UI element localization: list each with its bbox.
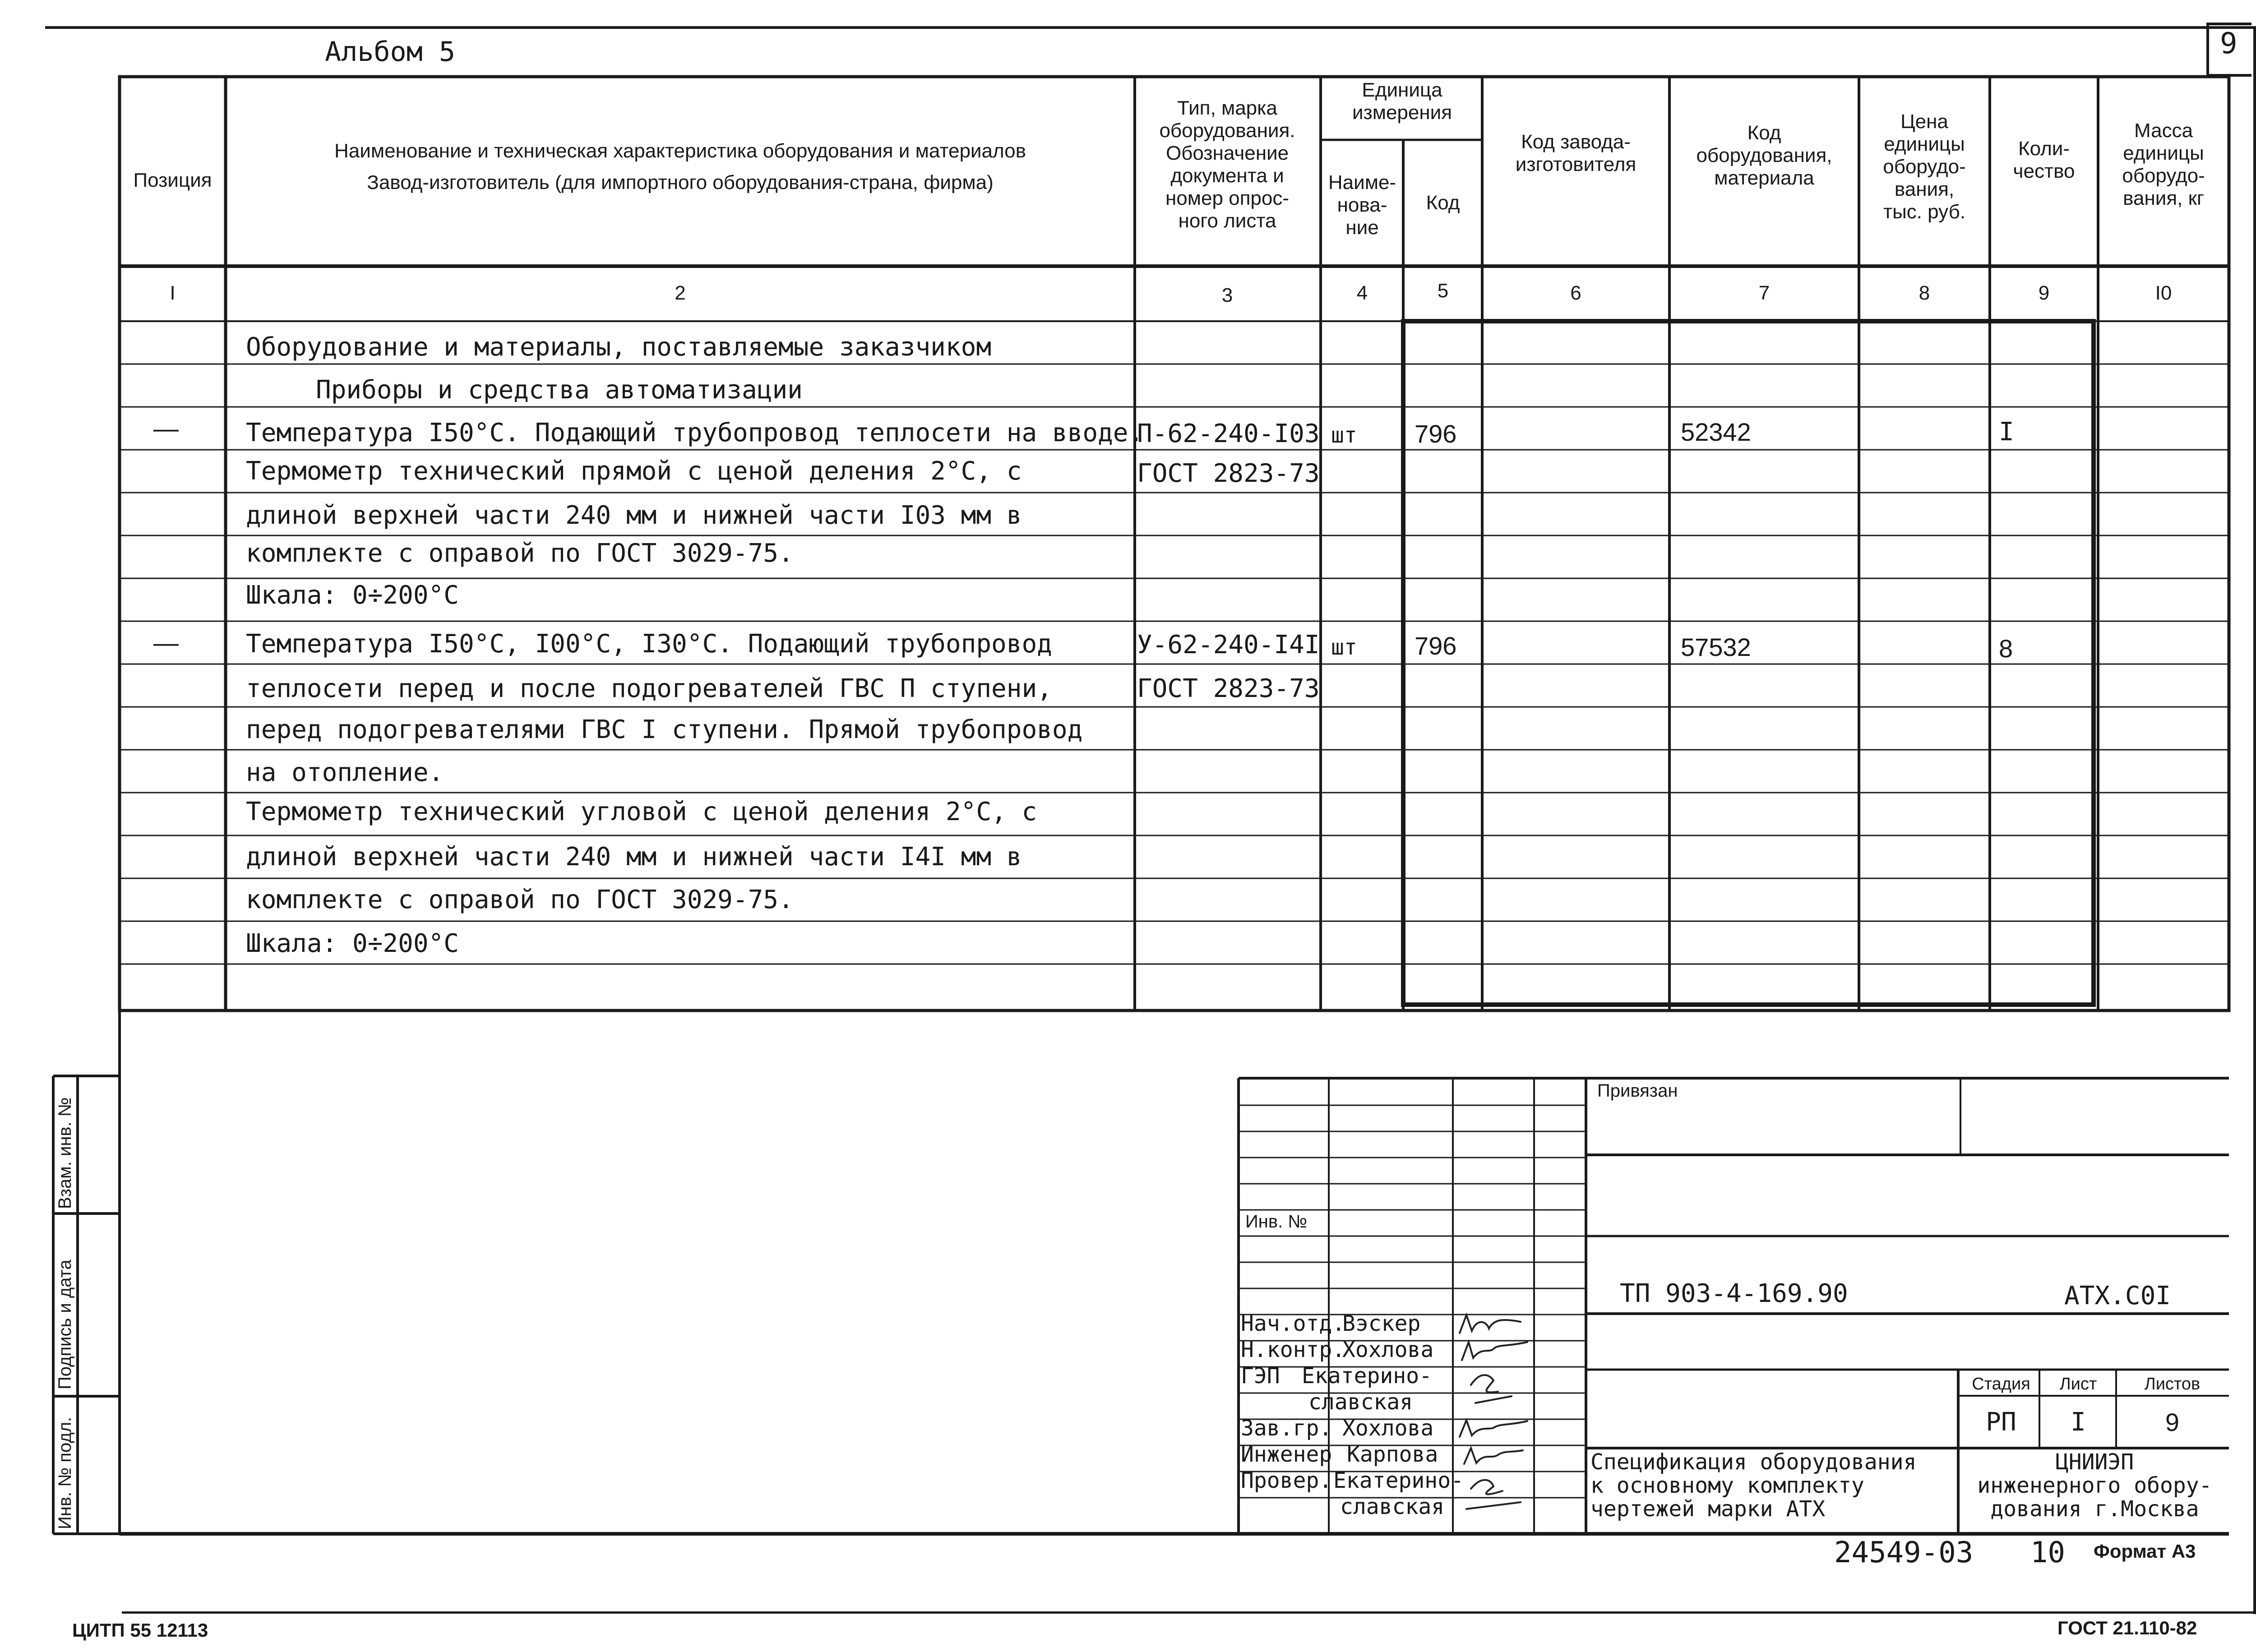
table-row-name: Шкала: 0÷200°C — [246, 581, 459, 610]
table-row-name: на отопление. — [246, 758, 444, 787]
bottom-page: 10 — [2030, 1536, 2066, 1569]
table-row-name: комплекте с оправой по ГОСТ 3029-75. — [246, 539, 794, 568]
table-row-code: 796 — [1415, 632, 1457, 660]
stage-value: РП — [1986, 1407, 2016, 1437]
signature-4 — [1460, 1420, 1527, 1437]
table-row-type: ГОСТ 2823-73 — [1137, 459, 1320, 488]
header-position: Позиция — [133, 169, 212, 191]
header-unit-name: Наиме- нова- ние — [1328, 171, 1396, 239]
table-row-type: ГОСТ 2823-73 — [1137, 674, 1320, 703]
table-row-name: Термометр технический прямой с ценой деления 2°C, с — [246, 457, 1022, 486]
role-zav-gr: Зав.гр. — [1241, 1416, 1332, 1441]
col-num-4: 4 — [1356, 282, 1368, 304]
table-row-type: У-62-240-I4I — [1137, 630, 1320, 660]
header-name-line1: Наименование и техническая характеристика оборудования и материалов — [334, 140, 1026, 162]
role-inzhener: Инженер — [1241, 1442, 1332, 1467]
header-name-line2: Завод-изготовитель (для импортного оборудования-страна, фирма) — [367, 171, 994, 194]
name-khokhlova: Хохлова — [1342, 1337, 1434, 1362]
col-num-8: 8 — [1919, 282, 1930, 304]
name-vesker: Вэскер — [1342, 1311, 1421, 1336]
stage-label: Стадия — [1972, 1375, 2030, 1394]
col-num-1: I — [170, 282, 176, 304]
role-prover: Провер. — [1241, 1468, 1332, 1493]
name-ekaterinoslavskaya-2: Екатерино- — [1333, 1468, 1464, 1493]
sheets-label: Листов — [2144, 1375, 2201, 1394]
name-ekaterinoslavskaya-1b: славская — [1308, 1389, 1413, 1415]
table-row-name: Температура I50°C. Подающий трубопровод теплосети на вводе. — [246, 418, 1144, 448]
format-label: Формат А3 — [2094, 1541, 2196, 1562]
col-num-9: 9 — [2038, 282, 2050, 304]
table-row-type: П-62-240-I03 — [1137, 419, 1320, 448]
doc-title: Спецификация оборудования к основному комплекту чертежей марки АТХ — [1590, 1449, 1917, 1522]
doc-mark: АТХ.С0I — [2064, 1281, 2171, 1311]
sheets-value: 9 — [2165, 1408, 2180, 1436]
sheet-value: I — [2071, 1407, 2086, 1437]
table-row-qty: 8 — [1999, 634, 2013, 663]
privyazan-label: Привязан — [1597, 1081, 1678, 1101]
sheet-number: 9 — [2220, 27, 2238, 60]
signature-2 — [1462, 1342, 1527, 1360]
signature-6 — [1466, 1480, 1521, 1509]
signature-3 — [1471, 1375, 1512, 1403]
table-row-equip: 52342 — [1681, 418, 1751, 446]
side-label-vzam: Взам. инв. № — [55, 1097, 75, 1209]
role-gep: ГЭП — [1241, 1363, 1280, 1389]
table-row-equip: 57532 — [1681, 633, 1751, 661]
side-label-podpis: Подпись и дата — [55, 1260, 75, 1389]
table-row-code: 796 — [1415, 420, 1457, 448]
header-quantity: Коли- чество — [2013, 138, 2075, 182]
table-row-unit: шт — [1331, 635, 1357, 660]
role-nach-otd: Нач.отд. — [1241, 1311, 1345, 1336]
bottom-code: 24549-03 — [1834, 1536, 1974, 1569]
name-karpova: Карпова — [1347, 1442, 1438, 1467]
table-row-name: перед подогревателями ГВС I ступени. Прямой трубопровод — [246, 715, 1083, 744]
signature-5 — [1464, 1448, 1523, 1464]
role-n-kontr: Н.контр. — [1241, 1337, 1345, 1362]
footer-left: ЦИТП 55 12113 — [72, 1620, 208, 1641]
table-row-name: теплосети перед и после подогревателей ГВС П ступени, — [246, 674, 1052, 703]
col-num-3: 3 — [1221, 284, 1233, 306]
inv-no-label: Инв. № — [1245, 1212, 1308, 1232]
table-row-position: — — [153, 414, 179, 443]
col-num-7: 7 — [1758, 282, 1770, 304]
col-num-10: I0 — [2155, 282, 2172, 304]
table-row-name: комплекте с оправой по ГОСТ 3029-75. — [246, 885, 794, 914]
header-equipment-code: Код оборудования, материала — [1696, 122, 1832, 189]
name-khokhlova-2: Хохлова — [1342, 1416, 1434, 1441]
header-unit: Единица измерения — [1352, 79, 1452, 124]
album-label: Альбом 5 — [325, 36, 455, 68]
table-row-name: длиной верхней части 240 мм и нижней части I4I мм в — [246, 842, 1022, 872]
col-num-2: 2 — [675, 282, 686, 304]
table-row-name: Шкала: 0÷200°C — [246, 929, 459, 958]
header-factory-code: Код завода- изготовителя — [1515, 131, 1637, 175]
header-unit-code: Код — [1426, 192, 1460, 214]
table-row-qty: I — [1999, 417, 2014, 447]
col-num-6: 6 — [1570, 282, 1581, 304]
header-type: Тип, марка оборудования. Обозначение документа и номер опрос- ного листа — [1159, 97, 1295, 232]
table-row-name: Приборы и средства автоматизации — [316, 375, 803, 405]
name-ekaterinoslavskaya-1: Екатерино- — [1302, 1363, 1432, 1389]
sheet-label: Лист — [2059, 1375, 2097, 1394]
table-row-name: Оборудование и материалы, поставляемые заказчиком — [246, 332, 992, 362]
signature-1 — [1460, 1315, 1521, 1333]
side-label-inv: Инв. № подл. — [55, 1417, 75, 1529]
header-price: Цена единицы оборудо- вания, тыс. руб. — [1883, 111, 1966, 223]
table-row-name: Температура I50°C, I00°C, I30°C. Подающий трубопровод — [246, 629, 1052, 659]
header-mass: Масса единицы оборудо- вания, кг — [2122, 120, 2205, 209]
table-row-name: длиной верхней части 240 мм и нижней части I03 мм в — [246, 501, 1022, 530]
footer-right: ГОСТ 21.110-82 — [2057, 1617, 2197, 1638]
name-ekaterinoslavskaya-2b: славская — [1340, 1494, 1445, 1519]
col-num-5: 5 — [1437, 280, 1449, 302]
table-row-position: — — [153, 628, 179, 657]
org-name: ЦНИИЭП инженерного обору- дования г.Москва — [1977, 1449, 2212, 1522]
table-row-unit: шт — [1331, 423, 1357, 448]
table-row-name: Термометр технический угловой с ценой деления 2°C, с — [246, 797, 1037, 826]
project-code: ТП 903-4-169.90 — [1620, 1279, 1848, 1308]
